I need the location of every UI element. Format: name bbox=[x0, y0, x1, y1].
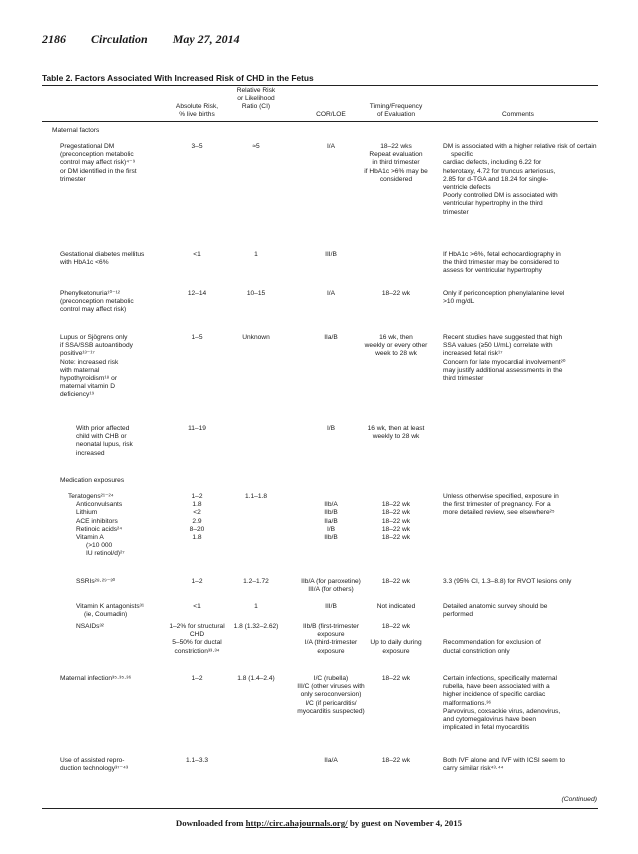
cell-line: the third trimester may be considered to bbox=[443, 259, 560, 267]
cell-line: with maternal bbox=[60, 366, 100, 374]
cell-line: 11–19 bbox=[188, 425, 206, 432]
row-factor bbox=[60, 143, 170, 184]
table-caption: Table 2. Factors Associated With Increased Risk of CHD in the Fetus bbox=[42, 73, 314, 83]
journal-link[interactable]: http://circ.ahajournals.org/ bbox=[245, 818, 348, 828]
row-cor-loe bbox=[302, 757, 360, 765]
cell-line: % live births bbox=[179, 111, 215, 119]
cell-line: I/A (third-trimester bbox=[304, 639, 358, 647]
row-comments bbox=[443, 675, 603, 732]
row-timing bbox=[358, 334, 434, 359]
cell-line: If HbA1c >6%, fetal echocardiography in bbox=[443, 251, 561, 258]
cell-line: 18–22 wks bbox=[380, 143, 412, 150]
cell-line: 1–2 bbox=[191, 493, 203, 500]
row-factor bbox=[60, 290, 170, 315]
cell-line: deficiency¹⁹ bbox=[60, 391, 95, 399]
cell-line: III/C (other viruses with bbox=[297, 683, 365, 691]
cell-line: Recent studies have suggested that high bbox=[443, 334, 563, 341]
cell-line: third trimester bbox=[443, 375, 484, 383]
cell-line: with HbA1c <6% bbox=[60, 259, 109, 267]
cell-line: 18–22 wk bbox=[381, 290, 411, 297]
cell-line: III/B bbox=[325, 251, 337, 258]
footer-prefix: Downloaded from bbox=[175, 818, 246, 828]
row-comments bbox=[443, 251, 603, 276]
col-header-timing bbox=[358, 103, 434, 119]
cell-line: I/A bbox=[326, 290, 336, 297]
cell-line: and cytomegalovirus have been bbox=[443, 716, 537, 724]
row-relative-risk bbox=[222, 623, 290, 631]
cell-line: if SSA/SSB autoantibody bbox=[60, 342, 133, 350]
cell-line: duction technology³⁷⁻⁴³ bbox=[60, 765, 129, 773]
cell-line: III/B bbox=[325, 603, 337, 610]
row-cor-loe bbox=[302, 290, 360, 298]
cell-line: Comments bbox=[502, 111, 534, 118]
cell-line: Gestational diabetes mellitus bbox=[60, 251, 145, 258]
cell-line: Not indicated bbox=[376, 603, 416, 610]
cell-line: in third trimester bbox=[372, 159, 420, 167]
cell-line: (preconception metabolic bbox=[60, 151, 134, 159]
row-timing bbox=[358, 493, 434, 542]
cell-line: 18–22 wk bbox=[381, 517, 411, 525]
cell-line: constriction³³·³⁴ bbox=[174, 647, 220, 655]
cell-line: 18–22 wk bbox=[381, 578, 411, 585]
cell-line: control may affect risk) bbox=[60, 306, 127, 314]
row-timing bbox=[358, 578, 434, 586]
cell-line: Teratogens²¹⁻²⁴ bbox=[68, 493, 114, 500]
cell-line: 16 wk, then bbox=[379, 334, 413, 341]
cell-line: malformations.³⁶ bbox=[443, 699, 492, 707]
cell-line: 12–14 bbox=[187, 290, 207, 297]
cell-line: Repeat evaluation bbox=[369, 151, 423, 159]
cell-line: hypothyroidism¹⁸ or bbox=[60, 375, 118, 383]
cell-line: IIb/B bbox=[324, 534, 338, 542]
cell-line: Certain infections, specifically maternal bbox=[443, 675, 557, 682]
cell-line: I/C (rubella) bbox=[313, 675, 349, 682]
cell-line: SSRIs²⁸·²⁹⁻³⁰ bbox=[76, 578, 116, 585]
cell-line: IIa/B bbox=[324, 334, 338, 341]
cell-line: SSA values (≥50 U/mL) correlate with bbox=[443, 342, 553, 350]
cell-line: I/B bbox=[326, 525, 336, 533]
cell-line: of Evaluation bbox=[376, 111, 416, 119]
cell-line: 5–50% for ductal bbox=[172, 639, 222, 647]
cell-line: 1.8 bbox=[192, 534, 202, 542]
cell-line: may justify additional assessments in the bbox=[443, 366, 563, 374]
cell-line: assess for ventricular hypertrophy bbox=[443, 267, 542, 275]
cell-line: I/B bbox=[326, 425, 336, 432]
cell-line: 18–22 wk bbox=[381, 534, 411, 542]
cell-line: 18–22 wk bbox=[381, 675, 411, 682]
cell-line: Retinoic acids²⁴ bbox=[76, 525, 123, 533]
cell-line: implicated in fetal myocarditis bbox=[443, 724, 530, 732]
cell-line bbox=[222, 425, 290, 433]
cell-line bbox=[358, 251, 434, 259]
cell-line: Absolute Risk, bbox=[175, 103, 219, 110]
row-cor-loe bbox=[302, 603, 360, 611]
row-comments bbox=[443, 623, 603, 656]
cell-line: Only if periconception phenylalanine level bbox=[443, 290, 565, 297]
row-relative-risk bbox=[222, 757, 290, 765]
cell-line: Poorly controlled DM is associated with bbox=[443, 192, 558, 200]
cell-line: rubella, have been associated with a bbox=[443, 683, 550, 691]
cell-line bbox=[302, 493, 360, 501]
cell-line: neonatal lupus, risk bbox=[76, 441, 133, 449]
cell-line bbox=[222, 757, 290, 765]
row-relative-risk bbox=[222, 675, 290, 683]
row-factor bbox=[60, 251, 170, 267]
row-factor bbox=[60, 757, 170, 773]
lupus-factor-lines bbox=[60, 334, 170, 400]
cell-line: Lupus or Sjögrens only bbox=[60, 334, 128, 341]
cell-line: 1.8 bbox=[192, 501, 202, 509]
row-comments bbox=[443, 757, 603, 773]
cell-line: 3–5 bbox=[191, 143, 203, 150]
cell-line: Note: increased risk bbox=[60, 358, 119, 366]
row-relative-risk bbox=[222, 578, 290, 586]
row-cor-loe bbox=[302, 493, 360, 542]
cell-line: 18–22 wk bbox=[381, 501, 411, 509]
cell-line: Detailed anatomic survey should be bbox=[443, 603, 548, 610]
continued-note: (Continued) bbox=[561, 796, 597, 803]
cell-line: 1.8 (1.4–2.4) bbox=[237, 675, 275, 682]
cell-line: 1.2–1.72 bbox=[243, 578, 269, 585]
cell-line: Phenylketonuria¹⁰⁻¹² bbox=[60, 290, 120, 297]
cell-line: 2.85 for d-TGA and 18.24 for single- bbox=[443, 175, 549, 183]
row-relative-risk bbox=[222, 290, 290, 298]
running-header bbox=[42, 32, 262, 47]
row-cor-loe bbox=[302, 425, 360, 433]
row-cor-loe bbox=[302, 251, 360, 259]
row-comments bbox=[443, 578, 603, 586]
row-cor-loe bbox=[302, 334, 360, 342]
cell-line: Unless otherwise specified, exposure in bbox=[443, 493, 559, 500]
row-factor bbox=[76, 603, 170, 619]
cell-line bbox=[358, 631, 434, 639]
cell-line bbox=[443, 623, 603, 631]
cell-line: Lithium bbox=[76, 509, 98, 517]
row-timing bbox=[358, 675, 434, 683]
cell-line: <1 bbox=[193, 603, 201, 610]
cell-line: 1.8 (1.32–2.62) bbox=[233, 623, 279, 630]
row-comments bbox=[443, 603, 603, 619]
cell-line: (>10 000 bbox=[86, 542, 113, 550]
col-header-relative-risk bbox=[222, 87, 290, 112]
cell-line: Relative Risk bbox=[236, 87, 276, 94]
cell-line bbox=[358, 493, 434, 501]
cell-line: IIa/B bbox=[324, 517, 338, 525]
row-comments bbox=[443, 493, 603, 518]
row-timing bbox=[358, 251, 434, 259]
cell-line: <2 bbox=[193, 509, 201, 517]
cell-line: Up to daily during bbox=[370, 639, 422, 647]
cell-line: 18–22 wk bbox=[381, 525, 411, 533]
row-timing bbox=[358, 623, 434, 656]
cell-line: trimester bbox=[443, 208, 469, 216]
cell-line: if HbA1c >6% may be bbox=[364, 167, 428, 175]
row-timing bbox=[358, 757, 434, 765]
row-timing bbox=[358, 425, 434, 441]
cell-line: Ratio (CI) bbox=[241, 103, 271, 111]
cell-line: Parvovirus, coxsackie virus, adenovirus, bbox=[443, 707, 561, 715]
cell-line bbox=[443, 425, 603, 433]
cell-line: 1.1–1.8 bbox=[245, 493, 267, 500]
journal-name: Circulation bbox=[91, 32, 148, 46]
cell-line: considered bbox=[379, 175, 413, 183]
cell-line: 1 bbox=[254, 251, 258, 258]
cell-line: Vitamin A bbox=[76, 534, 104, 542]
cell-line: trimester bbox=[60, 175, 86, 183]
cell-line: exposure bbox=[382, 647, 410, 655]
issue-date: May 27, 2014 bbox=[172, 32, 240, 46]
row-comments bbox=[443, 334, 603, 383]
cell-line: (ie, Coumadin) bbox=[84, 611, 128, 619]
cell-line: Unknown bbox=[242, 334, 270, 341]
cell-line: NSAIDs³² bbox=[76, 623, 104, 630]
cell-line: control may affect risk)⁴⁻⁹ bbox=[60, 159, 136, 167]
cell-line: 1–2% for structural bbox=[169, 623, 225, 630]
section-medication-exposures: Medication exposures bbox=[60, 477, 125, 484]
cell-line: ACE inhibitors bbox=[76, 517, 118, 525]
cell-line: IIa/A bbox=[324, 757, 338, 764]
cell-line: 2.9 bbox=[192, 517, 202, 525]
cell-line: 1–2 bbox=[191, 675, 203, 682]
cell-line: IIb/B (first-trimester bbox=[302, 623, 360, 630]
cell-line: CHD bbox=[189, 631, 205, 639]
cell-line: IIb/A bbox=[324, 501, 338, 509]
row-relative-risk bbox=[222, 425, 290, 433]
row-relative-risk bbox=[222, 334, 290, 342]
cell-line: child with CHB or bbox=[76, 433, 127, 441]
row-factor bbox=[60, 334, 170, 400]
section-maternal-factors: Maternal factors bbox=[52, 127, 100, 134]
cell-line: (preconception metabolic bbox=[60, 298, 134, 306]
cell-line: I/A bbox=[326, 143, 336, 150]
cell-line: ≈5 bbox=[252, 143, 260, 150]
cell-line: >10 mg/dL bbox=[443, 298, 475, 306]
cell-line: 8–20 bbox=[189, 525, 205, 533]
cell-line: With prior affected bbox=[76, 425, 130, 432]
row-factor bbox=[76, 578, 170, 586]
row-factor bbox=[60, 675, 170, 683]
row-relative-risk bbox=[222, 493, 290, 501]
row-relative-risk bbox=[222, 143, 290, 151]
cell-line: positive¹³⁻¹⁷ bbox=[60, 350, 95, 358]
page-number: 2186 bbox=[42, 32, 66, 46]
cell-line: <1 bbox=[193, 251, 201, 258]
cell-line: only seroconversion) bbox=[300, 691, 362, 699]
row-comments bbox=[443, 425, 603, 433]
row-comments bbox=[443, 290, 603, 306]
cell-line: IU retinol/d)²⁷ bbox=[86, 550, 125, 558]
cell-line: 1 bbox=[254, 603, 258, 610]
cell-line: Timing/Frequency bbox=[369, 103, 423, 110]
cell-line: Recommendation for exclusion of bbox=[443, 639, 541, 647]
cell-line: 10–15 bbox=[246, 290, 266, 297]
cell-line: ductal constriction only bbox=[443, 647, 510, 655]
cell-line: ventricular hypertrophy in the third bbox=[443, 200, 543, 208]
cell-line: weekly or every other bbox=[364, 342, 428, 350]
cell-line bbox=[443, 631, 603, 639]
cell-line: 1.1–3.3 bbox=[186, 757, 208, 764]
row-relative-risk bbox=[222, 603, 290, 611]
cell-line: higher incidence of specific cardiac bbox=[443, 691, 546, 699]
cell-line: more detailed review, see elsewhere²⁵ bbox=[443, 509, 555, 517]
cell-line: myocarditis suspected) bbox=[297, 707, 365, 715]
cell-line: IIb/B bbox=[324, 509, 338, 517]
cell-line: Concern for late myocardial involvement²⁰ bbox=[443, 358, 566, 366]
header-bottom-rule bbox=[42, 121, 598, 122]
cell-line: weekly to 28 wk bbox=[372, 433, 420, 441]
cell-line: or DM identified in the first bbox=[60, 167, 137, 175]
cell-line: increased bbox=[76, 449, 105, 457]
row-timing bbox=[358, 603, 434, 611]
cell-line: heterotaxy, 4.72 for truncus arteriosus, bbox=[443, 167, 556, 175]
download-footer bbox=[0, 818, 638, 828]
cell-line: 18–22 wk bbox=[381, 623, 411, 630]
cell-line: ventricle defects bbox=[443, 184, 491, 192]
cell-line: III/A (for others) bbox=[308, 586, 354, 594]
cell-line: 3.3 (95% CI, 1.3–8.8) for RVOT lesions only bbox=[443, 578, 572, 585]
cell-line: 18–22 wk bbox=[381, 509, 411, 517]
cell-line: the first trimester of pregnancy. For a bbox=[443, 501, 551, 509]
cell-line: or Likelihood bbox=[237, 95, 275, 103]
cell-line: Pregestational DM bbox=[60, 143, 115, 150]
cell-line: Vitamin K antagonists³¹ bbox=[76, 603, 145, 610]
cell-line: 1–5 bbox=[191, 334, 203, 341]
cell-line: Use of assisted repro- bbox=[60, 757, 125, 764]
cell-line: IIb/A (for paroxetine) bbox=[301, 578, 361, 585]
cell-line: COR/LOE bbox=[316, 111, 346, 118]
footer-suffix: by guest on November 4, 2015 bbox=[347, 818, 463, 828]
table-top-rule bbox=[42, 85, 598, 86]
row-factor bbox=[76, 425, 170, 458]
table-bottom-rule bbox=[42, 808, 598, 809]
cell-line: increased fetal risk¹⁷ bbox=[443, 350, 503, 358]
row-cor-loe bbox=[302, 143, 360, 151]
row-factor bbox=[68, 493, 168, 559]
cell-line: exposure bbox=[317, 647, 345, 655]
cell-line: Both IVF alone and IVF with ICSI seem to bbox=[443, 757, 566, 764]
cell-line: exposure bbox=[317, 631, 345, 639]
cell-line: I/C (if pericarditis/ bbox=[305, 699, 357, 707]
col-header-comments bbox=[438, 111, 598, 119]
cell-line: Maternal infection³⁵·³⁵·³⁶ bbox=[60, 675, 132, 682]
cell-line: cardiac defects, including 6.22 for bbox=[443, 159, 542, 167]
cell-line: week to 28 wk bbox=[375, 350, 417, 358]
col-header-cor-loe bbox=[302, 111, 360, 119]
cell-line: carry similar risk⁴³·⁴⁴ bbox=[443, 765, 504, 773]
row-relative-risk bbox=[222, 251, 290, 259]
row-timing bbox=[358, 290, 434, 298]
cell-line: 1–2 bbox=[191, 578, 203, 585]
cell-line: 18–22 wk bbox=[381, 757, 411, 764]
cell-line: maternal vitamin D bbox=[60, 383, 115, 391]
row-timing bbox=[358, 143, 434, 184]
cell-line: DM is associated with a higher relative risk of certain specific bbox=[443, 143, 597, 159]
cell-line: 16 wk, then at least bbox=[367, 425, 425, 432]
row-comments bbox=[443, 143, 603, 217]
cell-line: Anticonvulsants bbox=[76, 501, 123, 509]
cell-line: performed bbox=[443, 611, 474, 619]
